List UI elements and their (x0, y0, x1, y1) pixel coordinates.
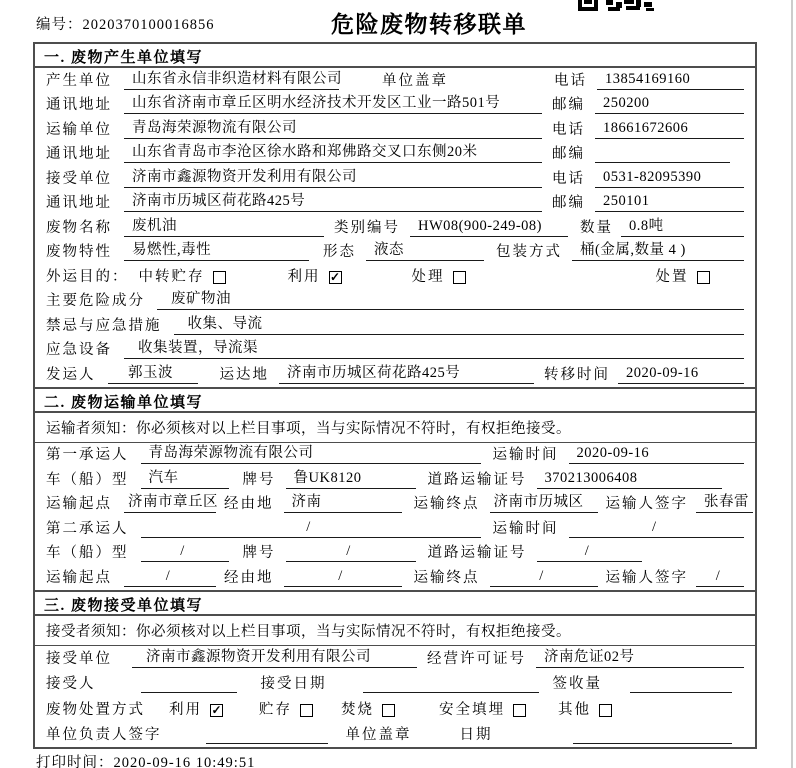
serial-value: 2020370100016856 (82, 17, 215, 33)
transfer-time-label: 转移时间 (544, 366, 610, 383)
route2-origin-value: / (124, 568, 216, 587)
transporter-label: 运输单位 (46, 121, 112, 138)
vehicle1-plate-label: 牌号 (242, 471, 276, 488)
route1-sign-value: 张春雷 (696, 490, 753, 513)
row-carrier2 (35, 516, 755, 541)
disposal-option-use-label: 利用 (169, 701, 202, 718)
vehicle2-type-label: 车（船）型 (46, 545, 129, 562)
row-waste-name (35, 215, 755, 240)
route1-via-label: 经由地 (224, 496, 274, 513)
route2-via-value: / (284, 568, 402, 587)
section-receiver (35, 590, 755, 747)
waste-props-label: 废物特性 (46, 244, 112, 261)
row-waste-properties (35, 240, 755, 265)
disposal-use-checkbox: ✓ (211, 702, 222, 717)
manifest-form (33, 42, 757, 749)
seal-date-label: 日期 (459, 726, 493, 743)
carrier2-time-value: / (569, 519, 745, 538)
row-dispatch (35, 362, 755, 387)
receiver-addr-value: 济南市历城区荷花路425号 (124, 189, 542, 212)
waste-name-value: 废机油 (124, 214, 324, 237)
print-time-line (36, 751, 255, 768)
disposal-label: 废物处置方式 (46, 701, 145, 718)
emergency-equipment-value: 收集装置，导流渠 (124, 336, 744, 359)
accept-date-value (363, 676, 539, 693)
waste-pack-value: 桶(金属,数量 4 ) (572, 238, 744, 261)
page-title: 危险废物转移联单 (331, 12, 527, 37)
row-hazard-components (35, 289, 755, 314)
vehicle1-plate-value: 鲁UK8120 (286, 466, 416, 489)
operating-license-label: 经营许可证号 (427, 651, 526, 668)
waste-qty-label: 数量 (580, 219, 613, 236)
waste-code-value: HW08(900-249-08) (410, 218, 568, 237)
producer-label: 产生单位 (46, 72, 112, 89)
row-vehicle1 (35, 467, 755, 492)
print-time-value: 2020-09-16 10:49:51 (113, 755, 256, 768)
row-accept-unit (35, 646, 755, 671)
transporter-notice: 运输者须知：你必须核对以上栏目事项，当与实际情况不符时，有权拒绝接受。 (35, 413, 755, 443)
row-producer (35, 68, 755, 93)
route1-origin-label: 运输起点 (46, 496, 112, 513)
disposal-option-other-label: 其他 (558, 701, 591, 718)
producer-addr-value: 山东省济南市章丘区明水经济技术开发区工业一路501号 (124, 91, 542, 114)
vehicle1-type-label: 车（船）型 (46, 471, 129, 488)
purpose-treat-checkbox (453, 271, 466, 284)
row-emergency-measures (35, 313, 755, 338)
row-transporter (35, 117, 755, 142)
receiver-addr-label: 通讯地址 (46, 195, 112, 212)
route1-sign-label: 运输人签字 (605, 496, 688, 513)
vehicle2-license-label: 道路运输证号 (427, 545, 527, 562)
disposal-option-incinerate-label: 焚烧 (341, 701, 374, 718)
transporter-zip-label: 邮编 (552, 146, 585, 163)
receiver-phone-value: 0531-82095390 (595, 169, 744, 188)
route2-sign-label: 运输人签字 (605, 569, 688, 586)
row-route2 (35, 565, 755, 590)
emergency-measures-label: 禁忌与应急措施 (46, 317, 162, 334)
disposal-other-checkbox (599, 704, 612, 717)
row-carrier1 (35, 443, 755, 468)
dispatcher-value: 郭玉波 (108, 361, 198, 384)
receiver-zip-value: 250101 (595, 193, 744, 212)
section-transporter (35, 387, 755, 590)
destination-label: 运达地 (219, 366, 269, 383)
page-edge-divider (791, 0, 793, 768)
purpose-option-use-label: 利用 (287, 268, 321, 285)
receiver-zip-label: 邮编 (552, 195, 585, 212)
route1-origin-value: 济南市章丘区 (124, 490, 216, 513)
receiver-phone-label: 电话 (552, 170, 585, 187)
emergency-measures-value: 收集、导流 (174, 312, 745, 335)
waste-props-value: 易燃性,毒性 (124, 238, 309, 261)
disposal-incinerate-checkbox (382, 704, 395, 717)
route2-via-label: 经由地 (224, 569, 274, 586)
purpose-option-storage-label: 中转贮存 (138, 268, 205, 285)
producer-value: 山东省永信非织造材料有限公司 (124, 67, 339, 90)
transfer-time-value: 2020-09-16 (618, 365, 744, 384)
qr-code-icon (578, 0, 656, 11)
serial-number-line (36, 13, 215, 34)
hazard-value: 废矿物油 (157, 287, 744, 310)
waste-form-value: 液态 (366, 238, 484, 261)
route1-end-label: 运输终点 (413, 496, 480, 513)
purpose-use-checkbox: ✓ (329, 269, 341, 284)
accept-date-label: 接受日期 (260, 676, 327, 693)
producer-addr-label: 通讯地址 (46, 97, 112, 114)
accept-person-label: 接受人 (46, 676, 96, 693)
producer-phone-value: 13854169160 (597, 71, 744, 90)
vehicle1-type-value: 汽车 (141, 466, 229, 489)
purpose-label: 外运目的： (46, 268, 129, 285)
row-responsible-signature (35, 722, 755, 747)
route1-end-value: 济南市历城区 (490, 490, 598, 513)
carrier2-value: / (141, 519, 481, 538)
operating-license-value: 济南危证02号 (536, 645, 744, 668)
waste-qty-value: 0.8吨 (621, 214, 744, 237)
row-transfer-purpose (35, 264, 755, 289)
section3-header: 三. 废物接受单位填写 (35, 592, 755, 616)
row-receiver (35, 166, 755, 191)
disposal-option-landfill-label: 安全填埋 (439, 701, 505, 718)
waste-name-label: 废物名称 (46, 219, 112, 236)
waste-form-label: 形态 (323, 244, 356, 261)
receipt-qty-value (630, 676, 732, 693)
transporter-addr-label: 通讯地址 (46, 146, 112, 163)
purpose-dispose-checkbox (697, 271, 710, 284)
vehicle1-license-value: 370213006408 (537, 470, 723, 489)
row-transporter-address (35, 142, 755, 167)
row-producer-address (35, 93, 755, 118)
purpose-option-dispose-label: 处置 (655, 268, 689, 285)
receipt-qty-label: 签收量 (552, 676, 602, 693)
receiver-label: 接受单位 (46, 170, 112, 187)
vehicle1-license-label: 道路运输证号 (427, 471, 527, 488)
emergency-equipment-label: 应急设备 (46, 342, 112, 359)
purpose-option-treat-label: 处理 (411, 268, 445, 285)
route1-via-value: 济南 (284, 490, 402, 513)
transporter-phone-label: 电话 (552, 121, 585, 138)
serial-label: 编号： (36, 17, 83, 33)
carrier1-value: 青岛海荣源物流有限公司 (141, 441, 481, 464)
receiver-notice: 接受者须知：你必须核对以上栏目事项，当与实际情况不符时，有权拒绝接受。 (35, 616, 755, 646)
carrier2-time-label: 运输时间 (492, 520, 559, 537)
row-accept-person (35, 671, 755, 696)
carrier2-label: 第二承运人 (46, 520, 129, 537)
disposal-landfill-checkbox (513, 704, 526, 717)
waste-code-label: 类别编号 (334, 219, 400, 236)
route2-sign-value: / (696, 568, 744, 587)
purpose-storage-checkbox (213, 271, 226, 284)
vehicle2-plate-label: 牌号 (242, 545, 276, 562)
responsible-sign-value (206, 727, 328, 744)
row-vehicle2 (35, 541, 755, 566)
vehicle2-plate-value: / (286, 543, 416, 562)
producer-phone-label: 电话 (554, 72, 587, 89)
seal-date-value (573, 727, 733, 744)
route2-origin-label: 运输起点 (46, 569, 112, 586)
disposal-option-storage-label: 贮存 (259, 701, 292, 718)
transporter-value: 青岛海荣源物流有限公司 (124, 116, 542, 139)
accept-person-value (141, 676, 237, 693)
row-receiver-address (35, 191, 755, 216)
unit-seal-label: 单位盖章 (345, 726, 412, 743)
waste-pack-label: 包装方式 (496, 244, 562, 261)
section1-header: 一. 废物产生单位填写 (35, 44, 755, 68)
carrier1-time-label: 运输时间 (492, 447, 559, 464)
vehicle2-license-value: / (537, 543, 642, 562)
accept-unit-value: 济南市鑫源物资开发利用有限公司 (132, 645, 417, 668)
seal-label: 单位盖章 (382, 72, 448, 89)
transporter-zip-value (595, 146, 730, 163)
row-route1 (35, 492, 755, 517)
row-emergency-equipment (35, 338, 755, 363)
producer-zip-label: 邮编 (552, 97, 585, 114)
receiver-value: 济南市鑫源物资开发利用有限公司 (124, 165, 542, 188)
accept-unit-label: 接受单位 (46, 651, 112, 668)
hazard-label: 主要危险成分 (46, 293, 145, 310)
carrier1-label: 第一承运人 (46, 447, 129, 464)
dispatcher-label: 发运人 (46, 366, 96, 383)
producer-zip-value: 250200 (595, 95, 744, 114)
section2-header: 二. 废物运输单位填写 (35, 389, 755, 413)
disposal-storage-checkbox (300, 704, 313, 717)
row-disposal-method (35, 696, 755, 721)
route2-end-label: 运输终点 (413, 569, 480, 586)
responsible-sign-label: 单位负责人签字 (46, 726, 162, 743)
transporter-phone-value: 18661672606 (595, 120, 744, 139)
print-time-label: 打印时间： (36, 755, 114, 768)
route2-end-value: / (490, 568, 598, 587)
destination-value: 济南市历城区荷花路425号 (279, 361, 534, 384)
carrier1-time-value: 2020-09-16 (569, 445, 745, 464)
transporter-addr-value: 山东省青岛市李沧区徐水路和郑佛路交叉口东侧20米 (124, 140, 542, 163)
vehicle2-type-value: / (141, 543, 229, 562)
section-producer (35, 44, 755, 387)
